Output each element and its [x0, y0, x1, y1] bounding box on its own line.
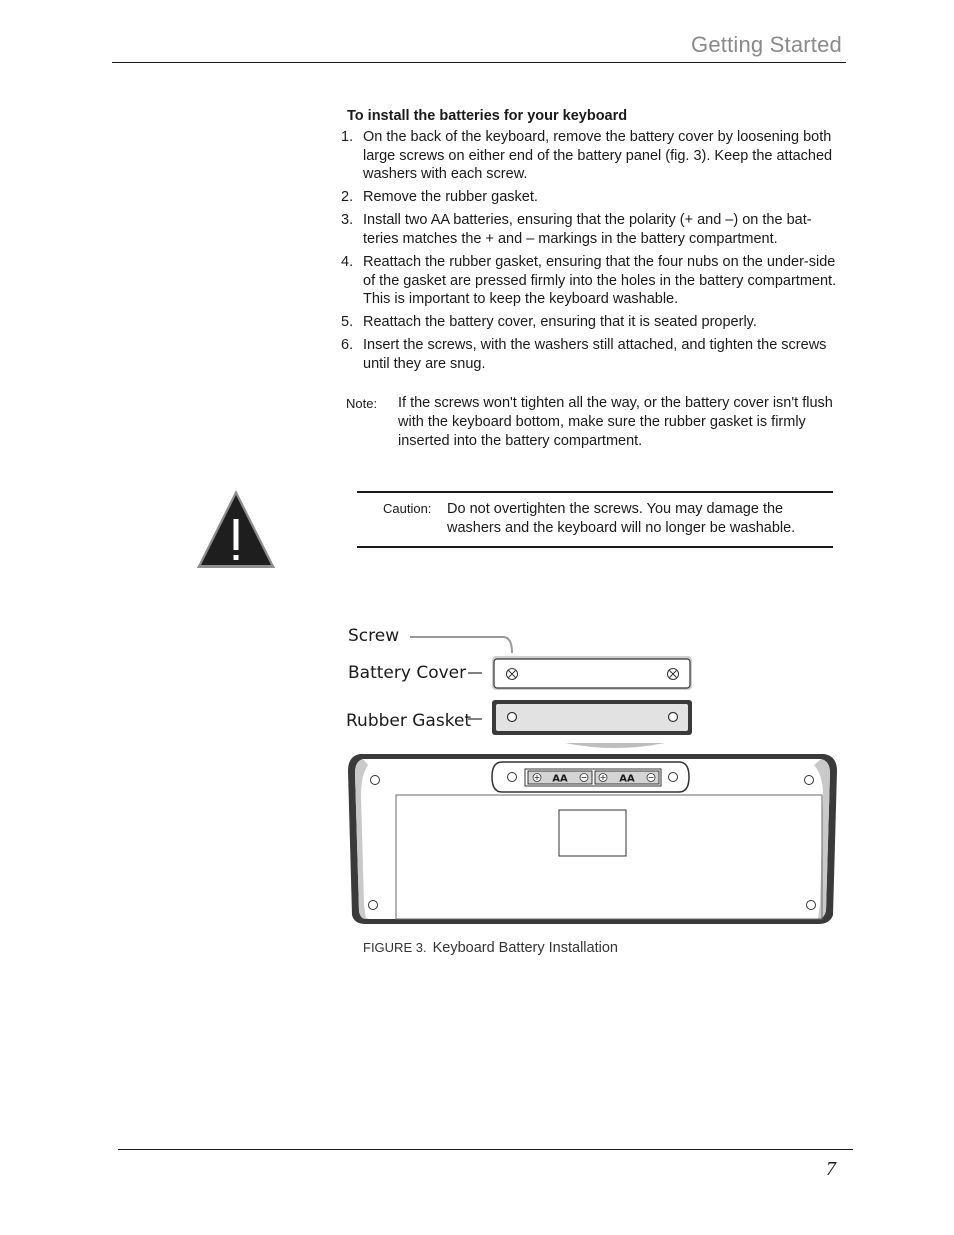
installation-steps [341, 128, 841, 378]
step-text: Reattach the battery cover, ensuring that it is seated properly. [363, 314, 757, 331]
step-number: 3. [341, 212, 354, 229]
caution-label: Caution: [383, 501, 432, 516]
step-number: 2. [341, 189, 354, 206]
warning-triangle-icon [195, 488, 277, 570]
aa-battery [528, 771, 592, 785]
caution-text: Do not overtighten the screws. You may damage the washers and the keyboard will no longer be washable. [447, 501, 796, 536]
step-number: 5. [341, 314, 354, 331]
step-text: Insert the screws, with the washers still attached, and tighten the screws until they are snug. [363, 337, 827, 373]
rubber-gasket-part [492, 700, 692, 735]
step-item [341, 128, 841, 184]
page-number: 7 [826, 1158, 836, 1180]
note-block [346, 394, 836, 451]
caution-box [357, 491, 833, 548]
screw-label: Screw [348, 626, 400, 646]
section-heading: To install the batteries for your keyboard [347, 108, 628, 124]
rubber-gasket-label: Rubber Gasket [346, 711, 472, 731]
step-text: Install two AA batteries, ensuring that the polarity (+ and –) on the bat-teries matches the + and – markings in the battery compartment. [363, 212, 812, 247]
step-item [341, 253, 841, 309]
running-header-title: Getting Started [691, 32, 842, 57]
keyboard-bottom [348, 743, 837, 924]
battery-cover-label: Battery Cover [348, 663, 467, 683]
battery-label: AA [552, 773, 568, 785]
step-item [341, 336, 841, 373]
step-text: Reattach the rubber gasket, ensuring that the four nubs on the under-side of the gasket are pressed firmly into the holes in the battery compartment. This is important to keep the keyboard washable. [363, 254, 837, 308]
note-text: If the screws won't tighten all the way, or the battery cover isn't flush with the keyboard bottom, make sure the rubber gasket is firmly inserted into the battery compartment. [398, 395, 833, 449]
step-number: 4. [341, 254, 354, 271]
battery-label: AA [619, 773, 635, 785]
battery-compartment [492, 762, 689, 792]
step-number: 1. [341, 129, 354, 145]
step-item [341, 313, 841, 332]
keyboard-battery-figure [340, 615, 840, 935]
figure-caption [363, 940, 618, 956]
note-label: Note: [346, 396, 378, 411]
footer-rule [118, 1149, 853, 1150]
screw-icon [507, 669, 518, 680]
step-item [341, 188, 841, 207]
header-rule [112, 62, 846, 63]
aa-battery [595, 771, 659, 785]
step-number: 6. [341, 337, 354, 354]
figure-caption-text: Keyboard Battery Installation [432, 940, 618, 956]
battery-cover-part [492, 656, 692, 690]
step-item [341, 211, 841, 248]
step-text: Remove the rubber gasket. [363, 189, 538, 206]
screw-icon [668, 669, 679, 680]
step-text: On the back of the keyboard, remove the battery cover by loosening both large screws on either end of the battery panel (fig. 3). Keep the attached washers with each screw. [363, 129, 833, 183]
figure-number: FIGURE 3. [363, 940, 427, 955]
